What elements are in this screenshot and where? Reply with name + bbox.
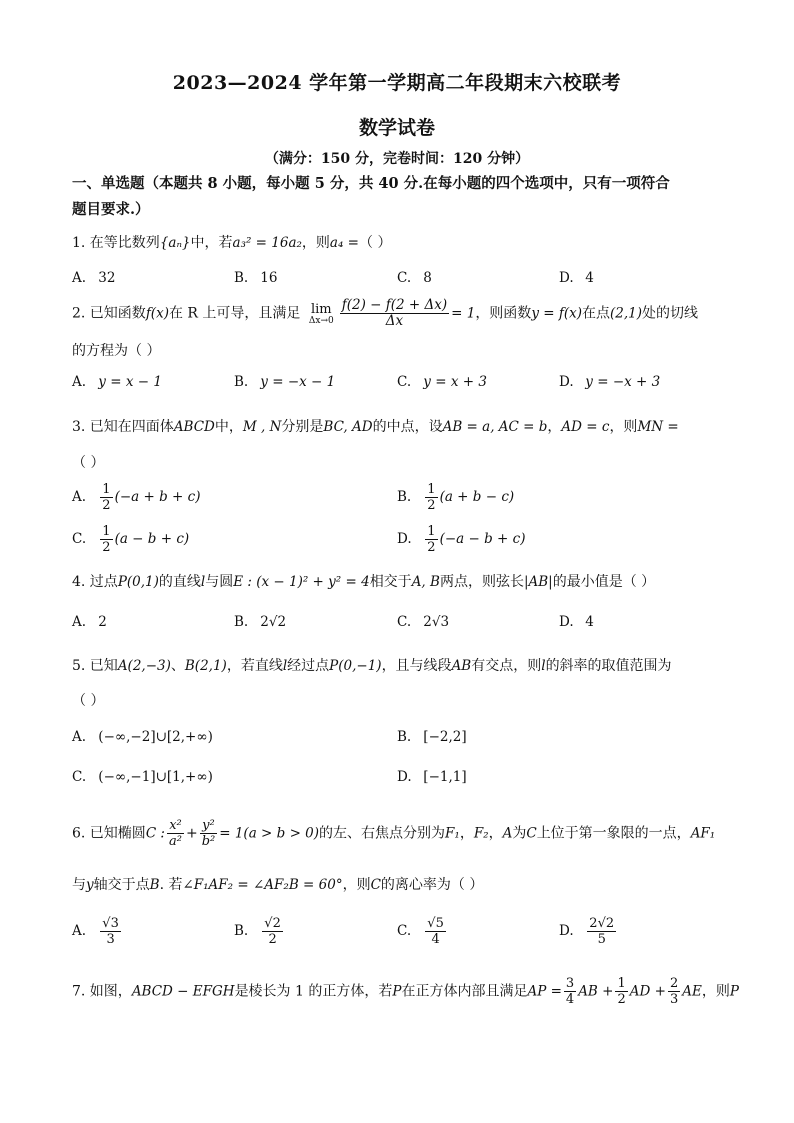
q2-option-b[interactable]: B. y = −x − 1: [234, 374, 336, 390]
exam-meta: （满分：150 分，完卷时间：120 分钟）: [264, 151, 530, 167]
limit-notation: lim Δx→0: [308, 301, 334, 326]
question-1: 1. 在等比数列{aₙ}中，若a₃² = 16a₂，则a₄ =（ ）: [72, 235, 392, 251]
q1-option-a[interactable]: A. 32: [72, 270, 116, 286]
q1-option-d[interactable]: D. 4: [559, 270, 594, 286]
q4-option-a[interactable]: A. 2: [72, 614, 107, 630]
q5-option-d[interactable]: D. [−1,1]: [397, 769, 467, 785]
q4-option-b[interactable]: B. 2√2: [234, 614, 287, 630]
q1-option-c[interactable]: C. 8: [397, 270, 432, 286]
page-title: 2023—2024 学年第一学期高二年段期末六校联考: [172, 72, 622, 94]
q5-option-c[interactable]: C. (−∞,−1]∪[1,+∞): [72, 769, 213, 785]
question-3-line2: （ ）: [72, 455, 105, 471]
q3-option-b[interactable]: B. $\frac{1}{2}$ (a + b − c): [397, 482, 515, 513]
q3-option-a[interactable]: A. $\frac{1}{2}$ (−a + b + c): [72, 482, 201, 513]
question-5: 5. 已知A(2,−3)、B(2,1)，若直线l经过点P(0,−1)，且与线段AB有交点，则l的斜率的取值范围为: [72, 658, 672, 674]
question-6: 6. 已知椭圆C : $\frac{\text{x²}}{\text{a²}}$ + $\frac{\text{y²}}{\text{b²}}$ = 1(a > b > 0)的左、右焦点分别为F₁，F₂，A为C上位于第一象限的一点，AF₁: [72, 818, 716, 849]
q1-option-b[interactable]: B. 16: [234, 270, 278, 286]
q2-option-c[interactable]: C. y = x + 3: [397, 374, 487, 390]
q4-option-c[interactable]: C. 2√3: [397, 614, 450, 630]
section-heading-line1: 一、单选题（本题共 8 小题，每小题 5 分，共 40 分.在每小题的四个选项中，只有一项符合: [72, 175, 670, 192]
q2-option-d[interactable]: D. y = −x + 3: [559, 374, 661, 390]
question-3: 3. 已知在四面体ABCD中，M , N分别是BC, AD的中点，设AB = a, AC = b，AD = c，则MN =: [72, 419, 679, 435]
limit-fraction: $\frac{f(2) - f(2 + \Delta x)}{\Delta x}$: [341, 297, 448, 329]
question-2: 2. 已知函数f(x)在 R 上可导，且满足 lim Δx→0 $\frac{f(2) - f(2 + \Delta x)}{\Delta x}$ = 1，则函数y = f(x)在点(2,1)处的切线: [72, 297, 698, 329]
q6-option-a[interactable]: A. $\frac{√3}{3}$: [72, 916, 119, 947]
question-5-line2: （ ）: [72, 693, 105, 709]
q2-option-a[interactable]: A. y = x − 1: [72, 374, 162, 390]
q6-option-b[interactable]: B. $\frac{√2}{2}$: [234, 916, 281, 947]
q3-option-c[interactable]: C. $\frac{1}{2}$ (a − b + c): [72, 524, 190, 555]
question-4: 4. 过点P(0,1)的直线l与圆E : (x − 1)² + y² = 4相交于A, B两点，则弦长|AB|的最小值是（ ）: [72, 574, 656, 590]
q5-option-b[interactable]: B. [−2,2]: [397, 729, 467, 745]
section-heading-line2: 题目要求.）: [72, 201, 150, 218]
question-2-line2: 的方程为（ ）: [72, 343, 161, 359]
question-7: 7. 如图，ABCD − EFGH是棱长为 1 的正方体，若P在正方体内部且满足AP = $\frac{3}{4}$ AB + $\frac{1}{2}$ AD + $\frac{2}{3}$ AE，则P: [72, 976, 739, 1007]
q4-option-d[interactable]: D. 4: [559, 614, 594, 630]
section-heading: [72, 171, 726, 223]
q3-option-d[interactable]: D. $\frac{1}{2}$ (−a − b + c): [397, 524, 526, 555]
page-subtitle: 数学试卷: [358, 117, 435, 139]
q6-option-d[interactable]: D. $\frac{2√2}{5}$: [559, 916, 615, 947]
q6-option-c[interactable]: C. $\frac{√5}{4}$: [397, 916, 444, 947]
question-6-line2: 与y轴交于点B. 若∠F₁AF₂ = ∠AF₂B = 60°，则C的离心率为（ ）: [72, 877, 484, 893]
q5-option-a[interactable]: A. (−∞,−2]∪[2,+∞): [72, 729, 213, 745]
